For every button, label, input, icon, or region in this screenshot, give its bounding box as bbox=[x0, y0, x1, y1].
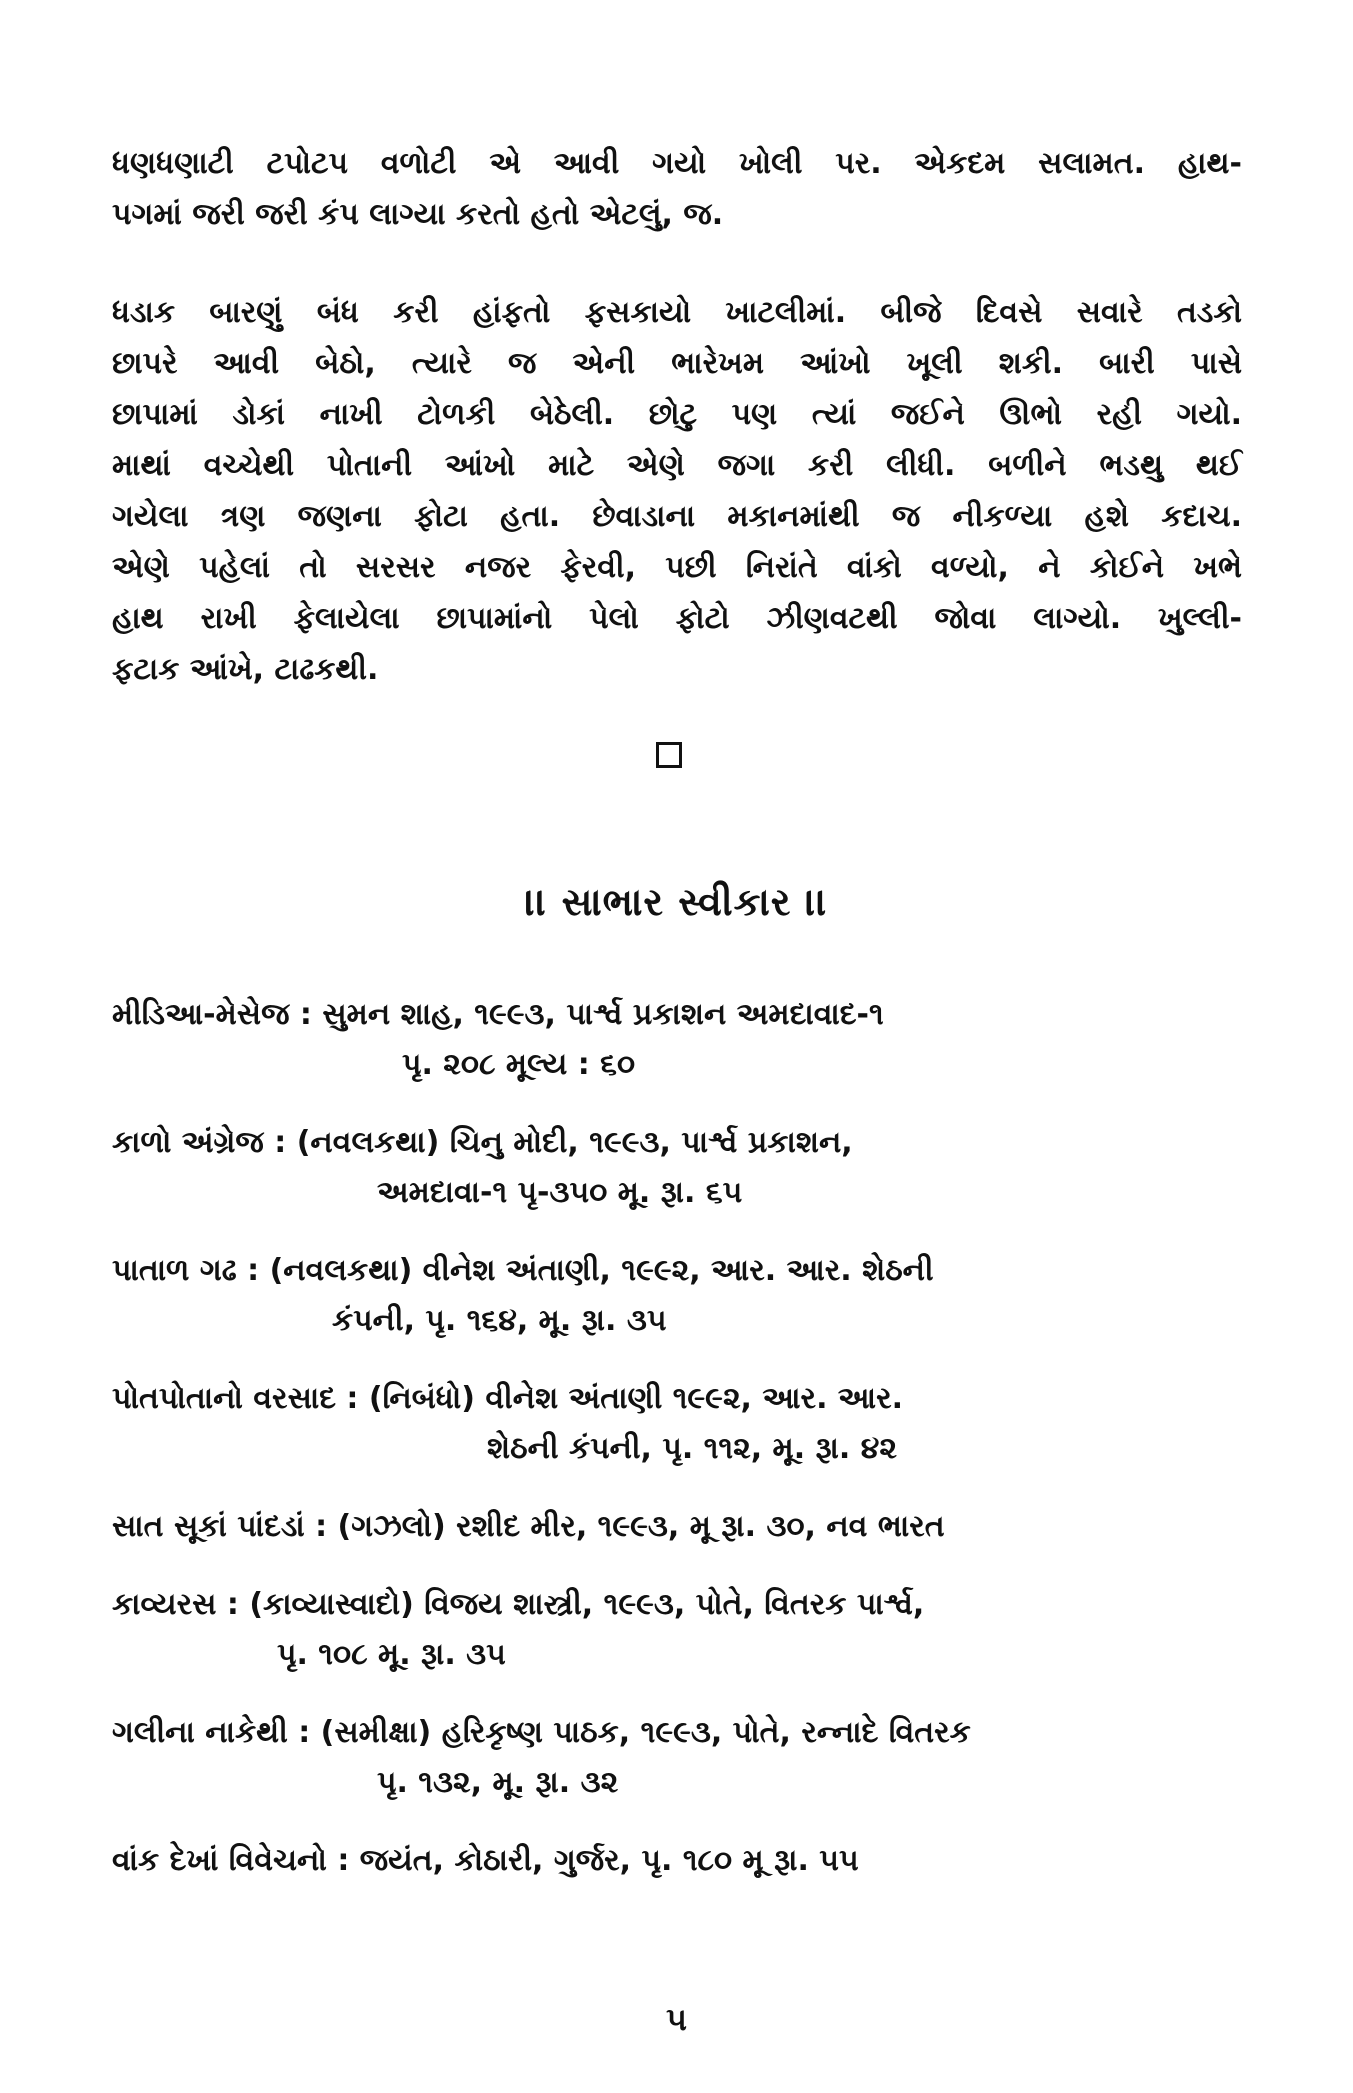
entry-line: શેઠની કંપની, પૃ. ૧૧૨, મૂ. રૂા. ૪૨ bbox=[487, 1431, 897, 1466]
text-line: પગમાં જરી જરી કંપ લાગ્યા કરતો હતો એટલું, જ. bbox=[112, 197, 724, 232]
text-line: એણે પહેલાં તો સરસર નજર ફેરવી, પછી નિરાંતે વાંકો વળ્યો, ને કોઈને ખભે bbox=[112, 550, 1242, 585]
entry-line: અમદાવા-૧ પૃ-૩૫૦ મૂ. રૂા. ૬૫ bbox=[377, 1175, 743, 1210]
text-line: છાપરે આવી બેઠો, ત્યારે જ એની ભારેખમ આંખો ખૂલી શકી. બારી પાસે bbox=[112, 346, 1242, 381]
list-item bbox=[112, 1118, 1242, 1218]
acknowledgement-list bbox=[112, 990, 1242, 1914]
page-number: ૫ bbox=[665, 2000, 688, 2038]
entry-line: પાતાળ ગઢ : (નવલકથા) વીનેશ અંતાણી, ૧૯૯૨, આર. આર. શેઠની bbox=[112, 1253, 934, 1288]
text-line: છાપામાં ડોકાં નાખી ટોળકી બેઠેલી. છોટુ પણ ત્યાં જઈને ઊભો રહી ગયો. bbox=[112, 397, 1242, 432]
text-line: હાથ રાખી ફેલાયેલા છાપામાંનો પેલો ફોટો ઝીણવટથી જોવા લાગ્યો. ખુલ્લી- bbox=[112, 601, 1242, 636]
text-line: ફટાક આંખે, ટાઢકથી. bbox=[112, 652, 379, 687]
list-item bbox=[112, 1836, 1242, 1886]
section-title: ।। સાભાર સ્વીકાર ।। bbox=[525, 880, 828, 924]
text-line: ધણધણાટી ટપોટપ વળોટી એ આવી ગયો ખોલી પર. એકદમ સલામત. હાથ- bbox=[112, 146, 1242, 181]
entry-line: મીડિઆ-મેસેજ : સુમન શાહ, ૧૯૯૩, પાર્શ્વ પ્રકાશન અમદાવાદ-૧ bbox=[112, 997, 884, 1032]
list-item bbox=[112, 990, 1242, 1090]
entry-line: કાળો અંગ્રેજ : (નવલકથા) ચિનુ મોદી, ૧૯૯૩, પાર્શ્વ પ્રકાશન, bbox=[112, 1125, 853, 1160]
list-item bbox=[112, 1246, 1242, 1346]
entry-line: પૃ. ૧૩૨, મૂ. રૂા. ૩૨ bbox=[377, 1765, 619, 1800]
list-item bbox=[112, 1374, 1242, 1474]
story-paragraph-2 bbox=[112, 287, 1242, 695]
text-line: ગયેલા ત્રણ જણના ફોટા હતા. છેવાડાના મકાનમાંથી જ નીકળ્યા હશે કદાચ. bbox=[112, 499, 1242, 534]
section-divider-square bbox=[656, 742, 682, 768]
entry-line: સાત સૂકાં પાંદડાં : (ગઝલો) રશીદ મીર, ૧૯૯૩, મૂ રૂા. ૩૦, નવ ભારત bbox=[112, 1509, 945, 1544]
list-item bbox=[112, 1580, 1242, 1680]
text-line: માથાં વચ્ચેથી પોતાની આંખો માટે એણે જગા કરી લીધી. બળીને ભડથુ થઈ bbox=[112, 448, 1242, 483]
entry-line: કાવ્યરસ : (કાવ્યાસ્વાદો) વિજય શાસ્ત્રી, ૧૯૯૩, પોતે, વિતરક પાર્શ્વ, bbox=[112, 1587, 925, 1622]
text-line: ધડાક બારણું બંધ કરી હાંફતો ફસકાયો ખાટલીમાં. બીજે દિવસે સવારે તડકો bbox=[112, 295, 1242, 330]
entry-line: પૃ. ૨૦૮ મૂલ્ય : ૬૦ bbox=[402, 1047, 636, 1082]
list-item bbox=[112, 1502, 1242, 1552]
story-paragraph-1 bbox=[112, 138, 1242, 240]
entry-line: વાંક દેખાં વિવેચનો : જયંત, કોઠારી, ગુર્જર, પૃ. ૧૮૦ મૂ રૂા. ૫૫ bbox=[112, 1843, 859, 1878]
entry-line: કંપની, પૃ. ૧૬૪, મૂ. રૂા. ૩૫ bbox=[332, 1303, 667, 1338]
entry-line: પોતપોતાનો વરસાદ : (નિબંધો) વીનેશ અંતાણી ૧૯૯૨, આર. આર. bbox=[112, 1381, 903, 1416]
entry-line: ગલીના નાકેથી : (સમીક્ષા) હરિકૃષ્ણ પાઠક, ૧૯૯૩, પોતે, રન્નાદે વિતરક bbox=[112, 1715, 971, 1750]
list-item bbox=[112, 1708, 1242, 1808]
entry-line: પૃ. ૧૦૮ મૂ. રૂા. ૩૫ bbox=[277, 1637, 506, 1672]
